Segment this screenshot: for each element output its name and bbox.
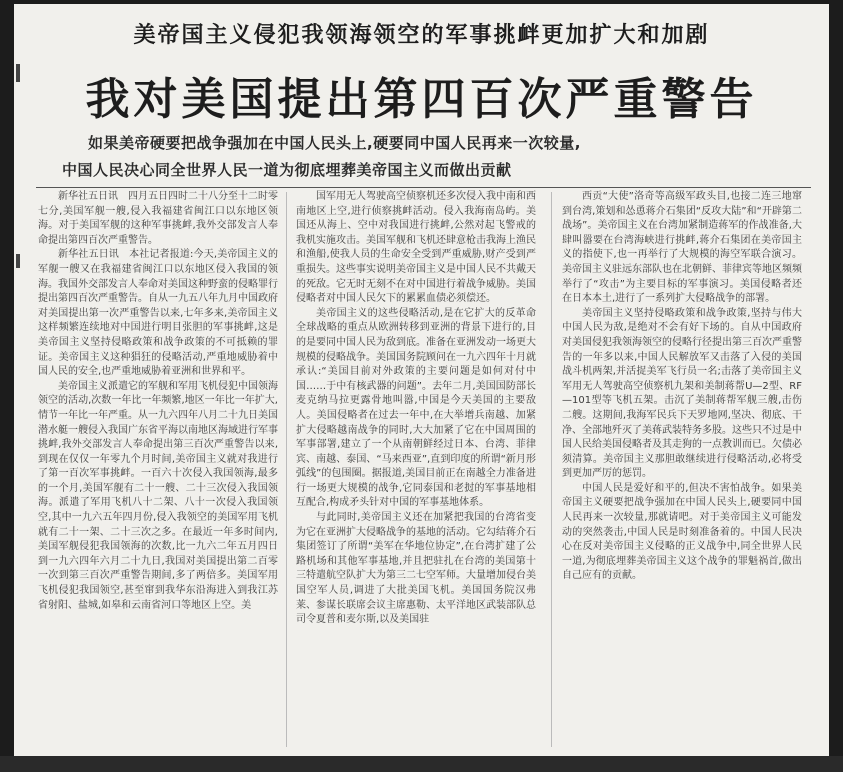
headline: 我对美国提出第四百次严重警告 xyxy=(85,74,758,125)
column-divider xyxy=(551,192,552,747)
paragraph: 新华社五日讯 四月五日四时二十八分至十二时零七分,美国军舰一艘,侵入我福建省闽江口以东地区领海。对于美国军舰的这种军事挑衅,我外交部发言人奉命提出第四百次严重警告。 xyxy=(38,191,278,246)
paragraph: 中国人民是爱好和平的,但决不害怕战争。如果美帝国主义硬要把战争强加在中国人民头上,硬要同中国人民再来一次较量,那就请吧。对于美帝国主义可能发动的突然袭击,中国人民是时刻准备着的。中国人民决心在反对美帝国主义侵略的正义战争中,同全世界人民一道,为彻底埋葬美帝国主义这个战争的罪魁祸首,做出自己应有的贡献。 xyxy=(562,482,802,582)
article-column-3 xyxy=(562,190,802,750)
quote-line-2: 中国人民决心同全世界人民一道为彻底埋葬美帝国主义而做出贡献 xyxy=(62,161,512,179)
paragraph: 美帝国主义的这些侵略活动,是在它扩大的反革命全球战略的重点从欧洲转移到亚洲的背景下进行的,目的是要同中国人民为敌到底。准备在亚洲发动一场更大规模的侵略战争。美国国务院顾问在一九六四年十月就承认:“美国目前对外政策的主要问题是如何对付中国……于中有核武器的问题”。去年二月,美国国防部长麦克纳马拉更露骨地叫嚣,中国是今天美国的主要敌人。美国侵略者在过去一年中,在大举增兵南越、加紧扩大侵略越南战争的同时,大大加紧了它在中国周围的军事部署,建立了一个从南朝鲜经过日本、台湾、菲律宾、南越、泰国、“马来西亚”,直到印度的所谓“新月形弧线”的包围圈。据报道,美国目前正在南越全力准备进行一场更大规模的战争,它同泰国和老挝的军事基地相互配合,构成矛头针对中国的军事基地体系。 xyxy=(296,307,536,509)
article-column-2 xyxy=(296,190,536,750)
paragraph: 西贡“大使”洛奇等高级军政头目,也接二连三地窜到台湾,策划和怂恿蒋介石集团“反攻大陆”和“开辟第二战场”。美帝国主义在台湾加紧制造蒋军的作战准备,大肆叫嚣要在台湾海峡进行挑衅,蒋介石集团在美帝国主义的指使下,也一再举行了大规模的海空军联合演习。美帝国主义驻远东部队也在北朝鲜、菲律宾等地区频频举行了“攻击”为主要目标的军事演习。美国侵略者还在日本本土,进行了一系列扩大侵略战争的部署。 xyxy=(562,191,802,305)
scan-edge-mark xyxy=(16,64,20,82)
quote-line-1: 如果美帝硬要把战争强加在中国人民头上,硬要同中国人民再来一次较量, xyxy=(88,134,581,152)
paragraph: 与此同时,美帝国主义还在加紧把我国的台湾省变为它在亚洲扩大侵略战争的基地的活动。它勾结蒋介石集团签订了所谓“美军在华地位协定”,在台湾扩建了公路机场和其他军事基地,并且把驻扎在台湾的美国第十三特遣航空队扩大为第三二七空军师。大量增加侵台美国空军人员,调进了大批美国飞机。美国国务院汉弗莱、参谋长联席会议主席惠勒、太平洋地区武装部队总司令夏普和麦尔斯,以及美国驻 xyxy=(296,512,536,626)
article-column-1 xyxy=(38,190,278,750)
scan-border xyxy=(0,756,843,772)
subheadline: 美帝国主义侵犯我领海领空的军事挑衅更加扩大和加剧 xyxy=(133,23,710,48)
paragraph: 国军用无人驾驶高空侦察机还多次侵入我中南和西南地区上空,进行侦察挑衅活动。侵入我海南岛屿。美国还从海上、空中对我国进行挑衅,公然对起飞警戒的我机实施攻击。美国军舰和飞机还肆意枪击我海上渔民和渔船,使我人员的生命安全受到严重威胁,财产受到严重损失。这些事实说明美帝国主义是中国人民不共戴天的死敌。它无时无刻不在对中国进行着战争威胁。美国侵略者对中国人民欠下的累累血债必须偿还。 xyxy=(296,191,536,305)
paragraph: 美帝国主义派遣它的军舰和军用飞机侵犯中国领海领空的活动,次数一年比一年频繁,地区一年比一年扩大,情节一年比一年严重。从一九六四年八月二十九日美国潜水艇一艘侵入我国广东省平海以南地区海域进行军事挑衅,我外交部发言人奉命提出第三百次严重警告以来,到现在仅仅一年零九个月时间,美帝国主义就对我进行了第一百次军事挑衅。一百六十次侵入我国领海,最多的一个月,美国军舰有二十一艘、二十三次侵入我国领海。派遣了军用飞机八十二架、八十一次侵入我国领空,其中一九六五年四月份,侵入我领空的美国军用飞机就有二十一架、二十三次之多。在最近一年多时间内,美国军舰侵犯我国领海的次数,比一九六二年五月四日到一九六四年六月二十九日,我国对美国提出第二百零一次到第三百次严重警告期间,多了两倍多。美国军用飞机侵犯我国领空,甚至窜到我华东沿海进入到我江苏省射阳、盐城,如皋和云南省河口等地区上空。美 xyxy=(38,380,278,611)
header-divider xyxy=(36,187,811,188)
paragraph: 新华社五日讯 本社记者报道:今天,美帝国主义的军舰一艘又在我福建省闽江口以东地区侵入我国的领海。我国外交部发言人奉命对美国这种野蛮的侵略罪行提出第四百次严重警告。自从一九五八年九月中国政府对美国提出第一次严重警告以来,七年多来,美帝国主义这样频繁连续地对中国进行明目张胆的军事挑衅,这是美帝国主义坚持侵略政策和战争政策的不可抵赖的罪证。美帝国主义这种猖狂的侵略活动,严重地威胁着中国人民的安全,也严重地威胁着亚洲和世界和平。 xyxy=(38,249,278,378)
scan-edge-mark xyxy=(16,254,20,268)
paragraph: 美帝国主义坚持侵略政策和战争政策,坚持与伟大中国人民为敌,是绝对不会有好下场的。自从中国政府对美国侵犯我领海领空的侵略行径提出第三百次严重警告的一年多以来,中国人民解放军又击落了入侵的美国战斗机两架,并活捉美军飞行员一名;击落了美帝国主义军用无人驾驶高空侦察机九架和美制蒋帮U—2型、RF—101型等飞机五架。击沉了美制蒋帮军舰三艘,击伤二艘。这期间,我海军民兵下天罗地网,坚决、彻底、干净、全部地歼灭了美蒋武装特务多股。这些只不过是中国人民给美国侵略者及其走狗的一点教训而已。欠债必须清算。美帝国主义那胆敢继续进行侵略活动,必将受到更加严厉的惩罚。 xyxy=(562,307,802,480)
newspaper-page xyxy=(14,4,829,756)
article-header xyxy=(14,4,829,127)
column-divider xyxy=(286,192,287,747)
